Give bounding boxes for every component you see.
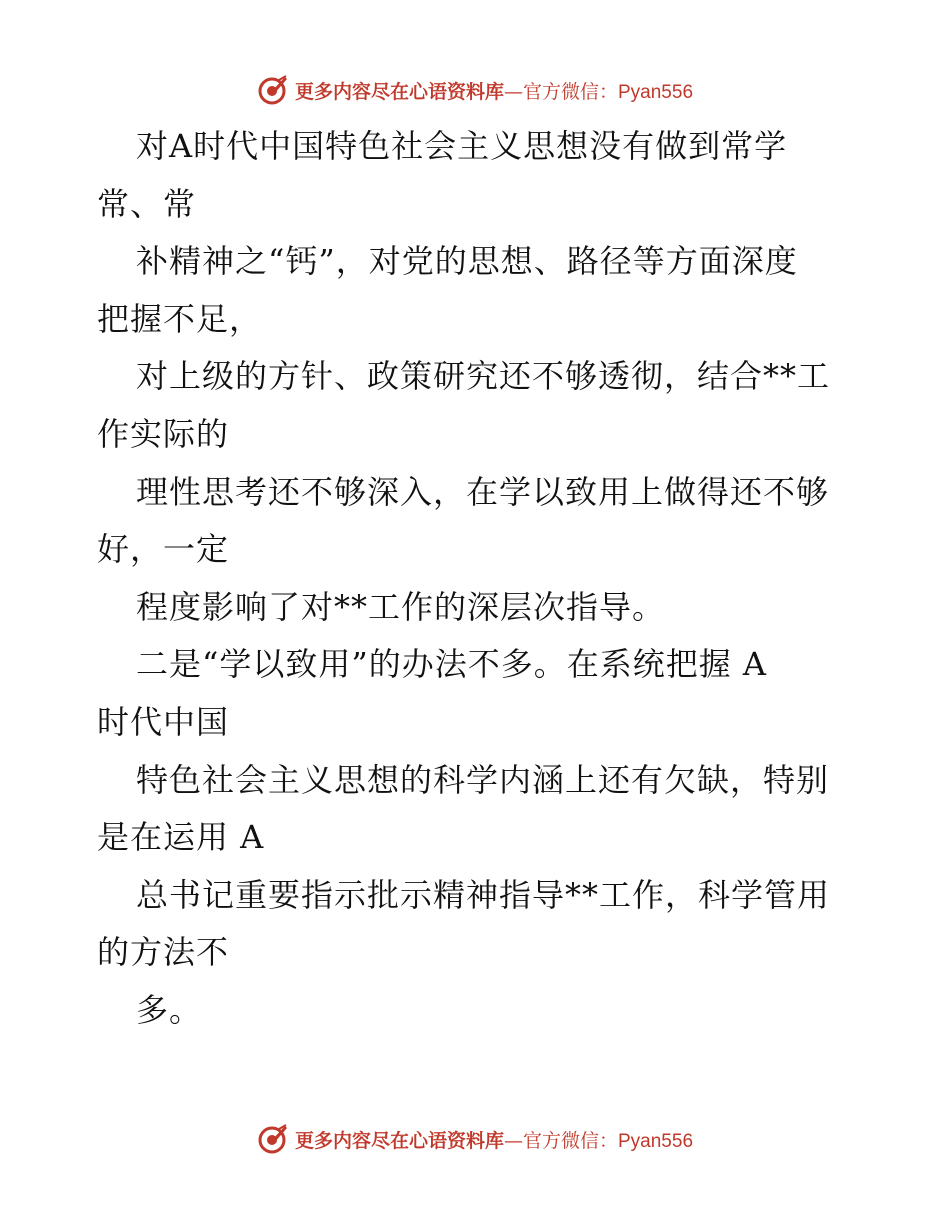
banner-sub-text: 官方微信：	[522, 80, 618, 103]
banner-text	[295, 77, 693, 104]
header-banner	[0, 70, 950, 110]
banner-account: Pyan556	[618, 81, 694, 103]
quill-logo-icon	[257, 74, 289, 106]
text-line: 好，一定	[97, 530, 230, 569]
text-line: 对上级的方针、政策研究还不够透彻，结合**工	[136, 357, 831, 396]
text-line: 是在运用 A	[97, 818, 265, 857]
banner-sub-text: 官方微信：	[522, 1129, 618, 1152]
text-line: 常、常	[97, 184, 197, 223]
text-line: 理性思考还不够深入，在学以致用上做得还不够	[136, 472, 830, 511]
text-line: 多。	[136, 990, 203, 1029]
banner-text	[295, 1126, 693, 1153]
text-line: 作实际的	[97, 414, 230, 453]
text-line: 对A时代中国特色社会主义思想没有做到常学	[136, 127, 788, 165]
text-line: 总书记重要指示批示精神指导**工作，科学管用	[136, 875, 831, 914]
footer-banner	[0, 1119, 950, 1159]
text-line: 时代中国	[97, 702, 230, 741]
banner-separator: —	[503, 1129, 523, 1152]
text-line: 的方法不	[97, 933, 230, 972]
text-line: 二是“学以致用”的办法不多。在系统把握 A	[136, 645, 768, 684]
banner-main-text: 更多内容尽在心语资料库	[294, 80, 504, 103]
quill-logo-icon	[257, 1123, 289, 1155]
text-line: 程度影响了对**工作的深层次指导。	[136, 587, 666, 626]
text-line: 特色社会主义思想的科学内涵上还有欠缺，特别	[136, 760, 830, 799]
text-line: 补精神之“钙”，对党的思想、路径等方面深度	[136, 242, 798, 281]
banner-account: Pyan556	[618, 1130, 694, 1152]
banner-separator: —	[503, 80, 523, 103]
banner-main-text: 更多内容尽在心语资料库	[294, 1129, 504, 1152]
text-line: 把握不足，	[97, 299, 263, 338]
document-body	[97, 118, 857, 1040]
